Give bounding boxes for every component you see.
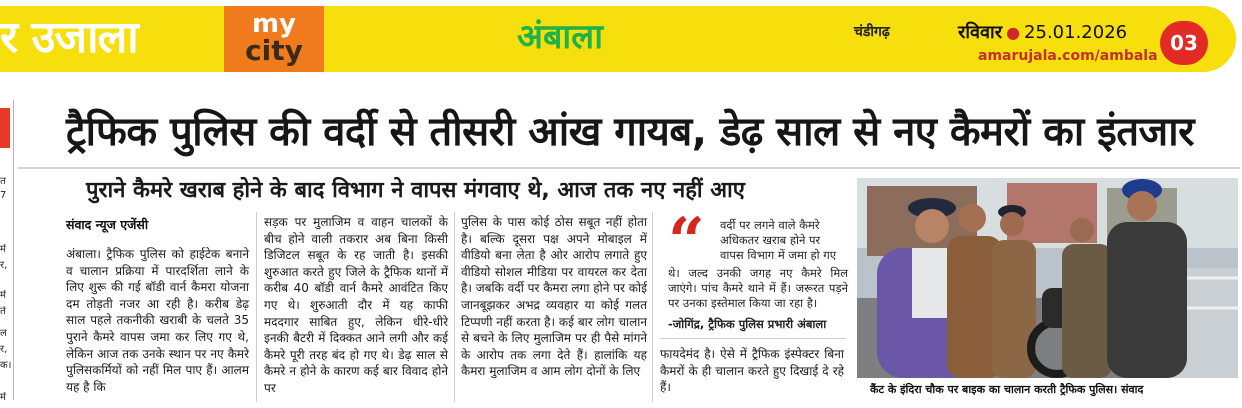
quote-divider: [660, 338, 846, 339]
page-number: 03: [1160, 21, 1208, 65]
left-margin-fragment: ल: [0, 328, 7, 339]
website-url: amarujala.com/ambala: [978, 48, 1158, 64]
quote-mark-icon: “: [668, 204, 705, 279]
column-divider: [256, 212, 257, 402]
article-subheadline: पुराने कैमरे खराब होने के बाद विभाग ने वापस मंगवाए थे, आज तक नए नहीं आए: [86, 178, 745, 203]
column-divider: [454, 212, 455, 402]
column-divider: [652, 212, 653, 402]
byline: संवाद न्यूज एजेंसी: [66, 217, 149, 232]
left-margin-fragment: र,: [0, 344, 8, 355]
article-column-2: सड़क पर मुलाजिम व वाहन चालकों के बीच होने वाली तकरार अब बिना किसी डिजिटल सबूत के रह जाती है। इसकी शुरुआत करते हुए जिले के ट्रैफिक थानों में करीब 40 बॉडी वार्न कैमरे आवंटित किए गए थे। शुरुआती दौर में यह काफी मददगार साबित हुए, लेकिन धीरे-धीरे इनकी बैटरी में दिक्कत आने लगी और कई कैमरे पूरी तरह बंद हो गए थे। डेढ़ साल से कैमरे न होने के कारण कई बार विवाद होने पर: [264, 215, 448, 395]
day-name: रविवार: [958, 22, 1003, 43]
article-column-1: अंबाला। ट्रैफिक पुलिस को हाईटेक बनाने व चालान प्रक्रिया में पारदर्शिता लाने के लिए शुरू की गई बॉडी वार्न कैमरा योजना दम तोड़ती नजर आ रही है। करीब डेढ़ साल पहले तकनीकी खराबी के चलते 35 पुराने कैमरे वापस जमा कर लिए गए थे, लेकिन आज तक उनके स्थान पर नए कैमरे पुलिसकर्मियों को नहीं मिल पाए हैं। आलम यह है कि: [66, 247, 249, 394]
left-margin-fragment: में: [0, 244, 6, 255]
newspaper-name: र उजाला: [0, 12, 138, 63]
issue-date: 25.01.2026: [1024, 22, 1128, 43]
bullet-dot-icon: ●: [1006, 23, 1021, 42]
left-margin-fragment: त: [0, 176, 6, 187]
left-margin-fragment: ते: [0, 306, 6, 317]
article-headline: ट्रैफिक पुलिस की वर्दी से तीसरी आंख गायब, डेढ़ साल से नए कैमरों का इंतजार: [66, 109, 1194, 155]
date-line: [958, 20, 1127, 44]
left-margin-fragment: 7: [0, 190, 7, 201]
news-photo: [857, 178, 1238, 378]
left-margin-divider: [13, 100, 14, 400]
photo-caption: कैंट के इंदिरा चौक पर बाइक का चालान करती ट्रैफिक पुलिस। संवाद: [870, 383, 1144, 396]
masthead: [0, 0, 1242, 76]
left-margin-fragment: में: [0, 290, 6, 301]
left-margin-fragment: र,: [0, 260, 8, 271]
left-margin-red-block: [0, 108, 10, 148]
news-photo-illustration: [857, 178, 1238, 378]
my-city-logo-my: my: [251, 9, 297, 39]
my-city-logo-city: city: [245, 34, 303, 67]
left-margin-fragment: क।: [0, 360, 12, 371]
headline-divider: [18, 167, 1240, 169]
article-column-4: फायदेमंद है। ऐसे में ट्रैफिक इंस्पेक्टर बिना कैमरों के ही चालान करते हुए दिखाई दे रहे हैं।: [660, 347, 844, 395]
left-margin-fragment: में: [0, 392, 6, 403]
pull-quote-attribution: -जोगिंद्र, ट्रैफिक पुलिस प्रभारी अंबाला: [668, 317, 827, 331]
city-name: अंबाला: [516, 17, 604, 57]
pull-quote-body: थे। जल्द उनकी जगह नए कैमरे मिल जाएंगे। पांच कैमरे थाने में हैं। जरूरत पड़ने पर उनका इस्तेमाल किया जा रहा है।: [668, 266, 848, 310]
pull-quote-lead: वर्दी पर लगने वाले कैमरे अधिकतर खराब होने पर वापस विभाग में जमा हो गए: [720, 218, 837, 262]
edition-label: चंडीगढ़: [854, 24, 890, 40]
article-column-3: पुलिस के पास कोई ठोस सबूत नहीं होता है। बल्कि दूसरा पक्ष अपने मोबाइल में वीडियो बना लेता है ओर आरोप लगाते हुए वीडियो सोशल मीडिया पर वायरल कर देता है। जबकि वर्दी पर कैमरा लगा होने पर कोई जानबूझकर अभद्र व्यवहार या कोई गलत टिप्पणी नहीं करता है। कई बार लोग चालान से बचने के लिए मुलाजिम पर ही पैसे मांगने के आरोप तक लगा देते हैं। हालांकि यह कैमरा मुलाजिम व आम लोग दोनों के लिए: [461, 215, 647, 379]
my-city-logo: [224, 6, 324, 72]
